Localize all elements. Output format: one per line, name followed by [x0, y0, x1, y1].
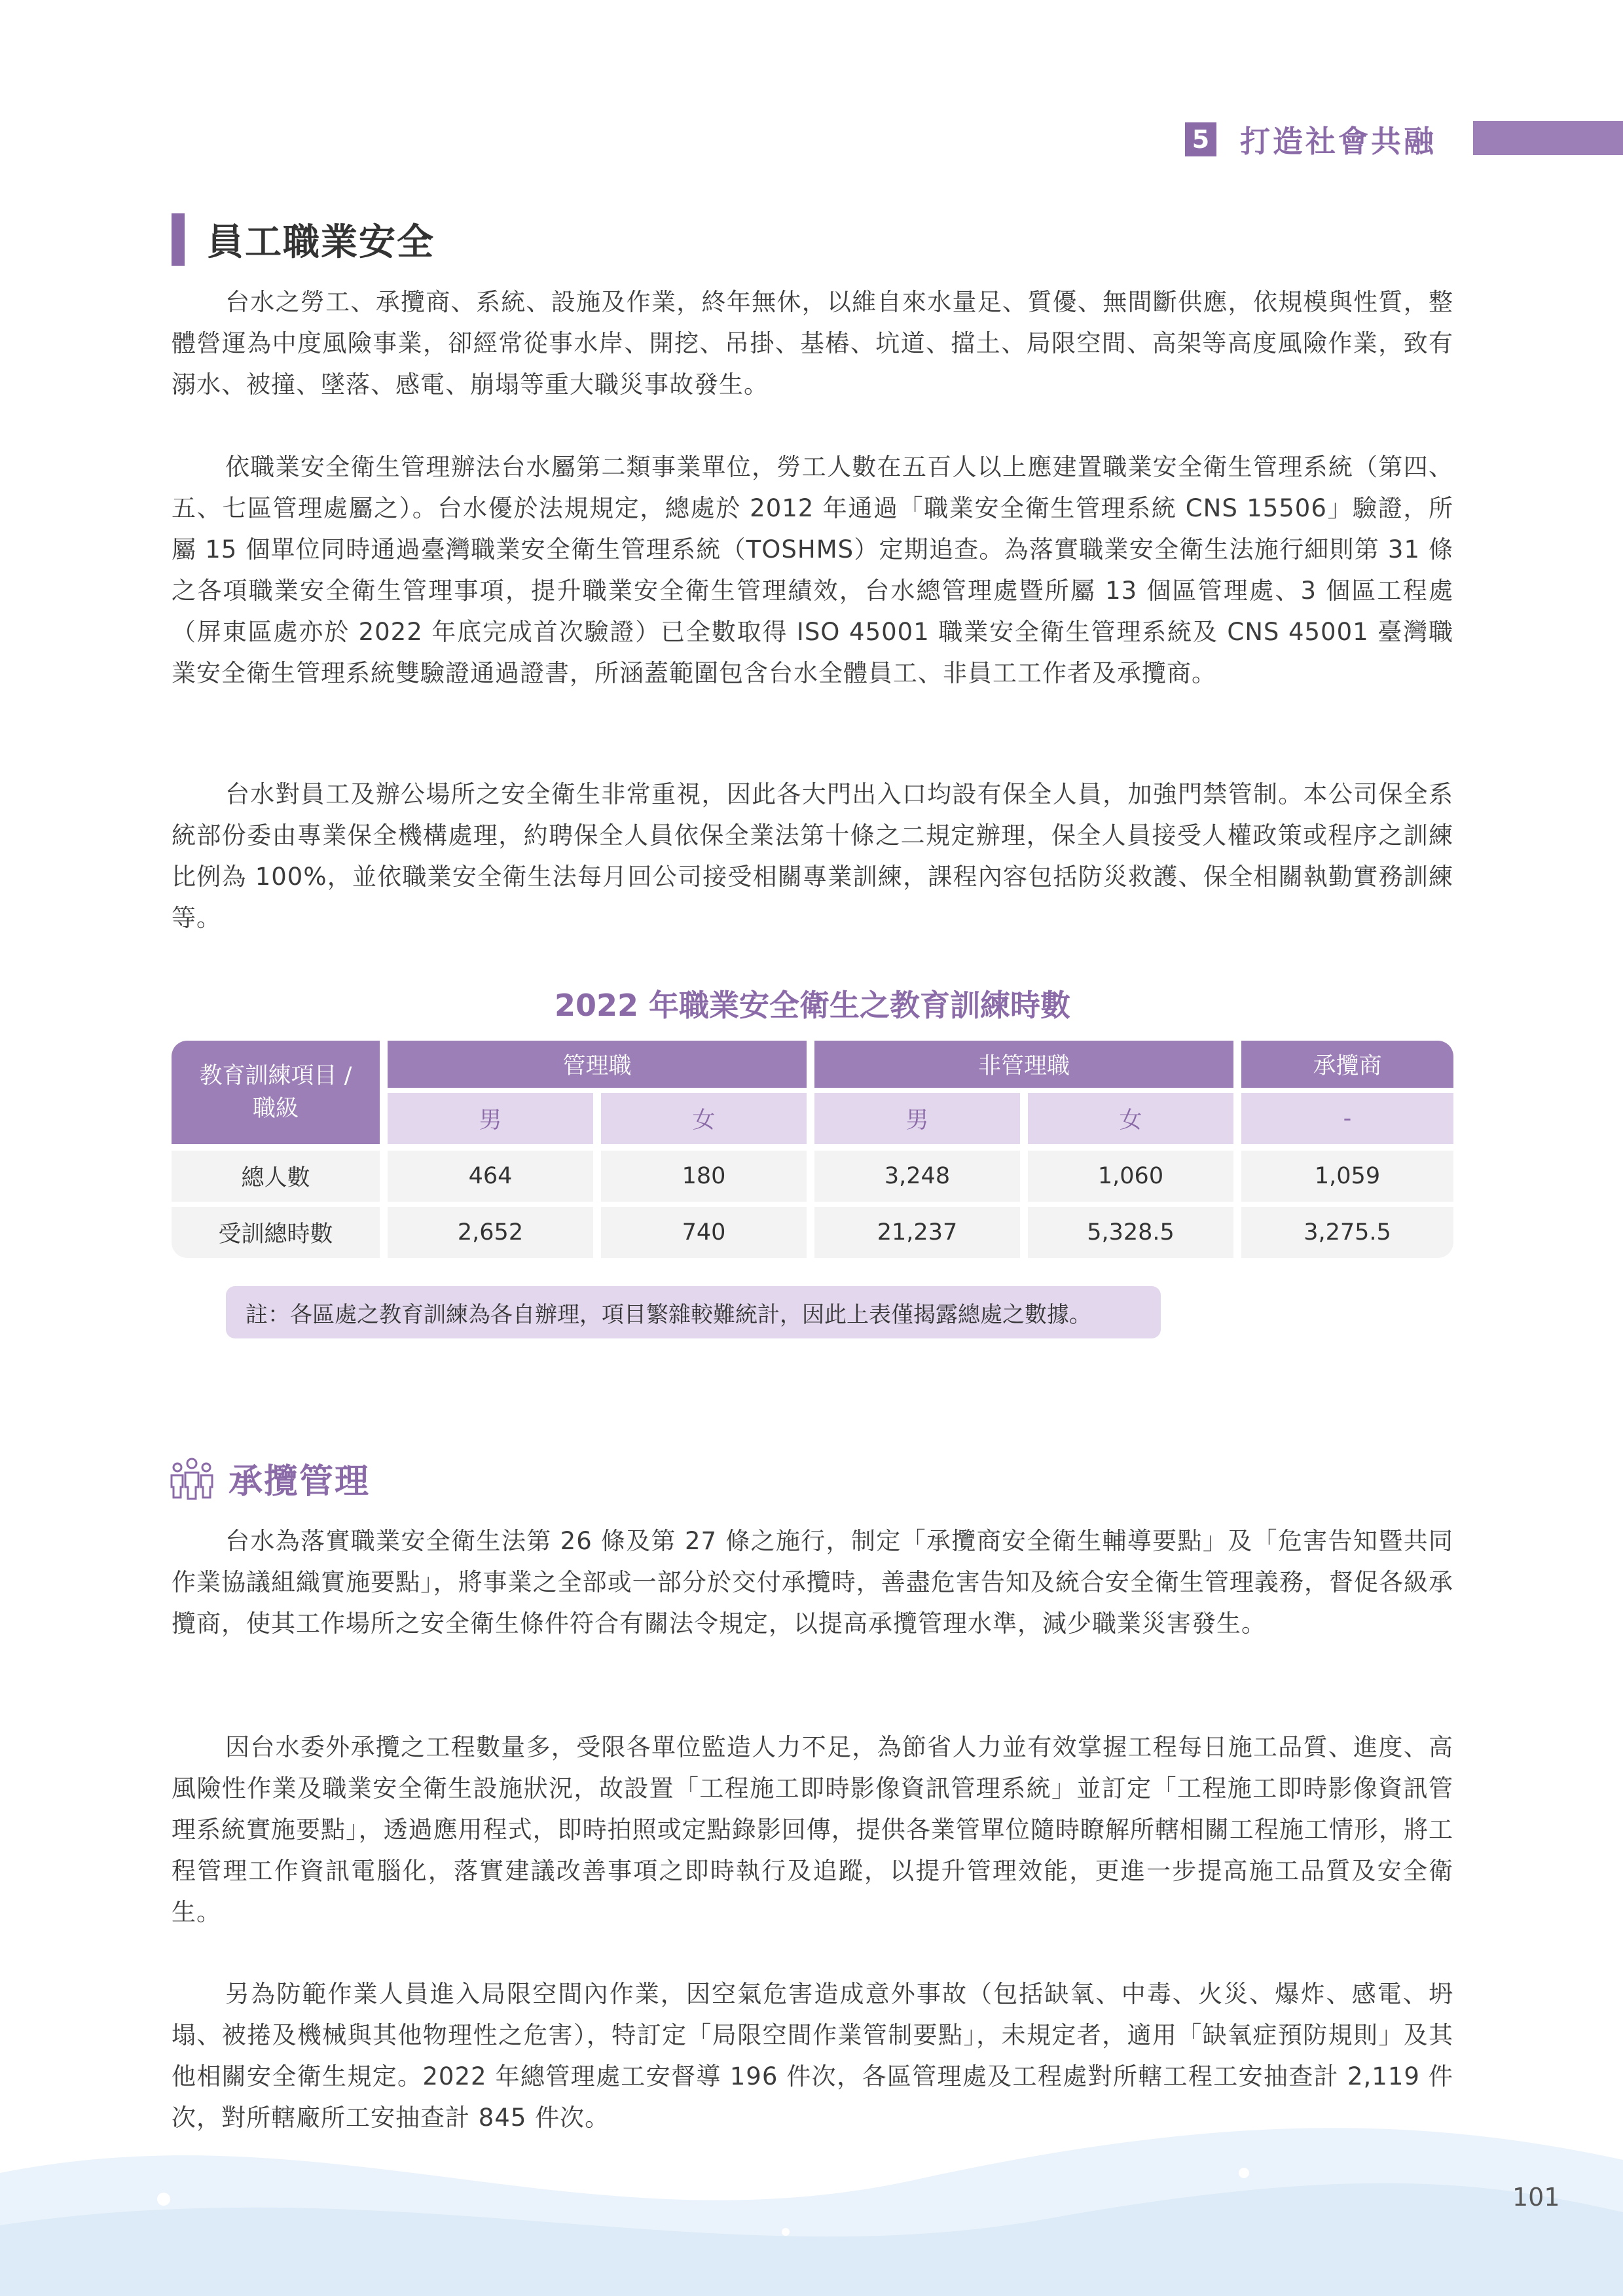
paragraph-2: 依職業安全衛生管理辦法台水屬第二類事業單位，勞工人數在五百人以上應建置職業安全衛生管理系統（第四、五、七區管理處屬之）。台水優於法規規定，總處於 2012 年通過「職業安全衛生管理系統 CNS 15506」驗證，所屬 15 個單位同時通過臺灣職業安全衛生管理系統（TOSHMS）定期追查。為落實職業安全衛生法施行細則第 31 條之各項職業安全衛生管理事項，提升職業安全衛生管理績效，台水總管理處暨所屬 13 個區管理處、3 個區工程處（屏東區處亦於 2022 年底完成首次驗證）已全數取得 ISO 45001 職業安全衛生管理系統及 CNS 45001 臺灣職業安全衛生管理系統雙驗證通過證書，所涵蓋範圍包含台水全體員工、非員工工作者及承攬商。 [172, 453, 1453, 687]
chapter-bar [1473, 121, 1623, 155]
paragraph-4: 台水為落實職業安全衛生法第 26 條及第 27 條之施行，制定「承攬商安全衛生輔導要點」及「危害告知暨共同作業協議組織實施要點」，將事業之全部或一部分於交付承攬時，善盡危害告知及統合安全衛生管理義務，督促各級承攬商，使其工作場所之安全衛生條件符合有關法令規定，以提高承攬管理水準，減少職業災害發生。 [172, 1527, 1453, 1638]
table-cell: 1,059 [1241, 1151, 1453, 1202]
decorative-wave [0, 2081, 1623, 2296]
paragraph-6: 另為防範作業人員進入局限空間內作業，因空氣危害造成意外事故（包括缺氧、中毒、火災、爆炸、感電、坍塌、被捲及機械與其他物理性之危害），特訂定「局限空間作業管制要點」，未規定者，適用「缺氧症預防規則」及其他相關安全衛生規定。2022 年總管理處工安督導 196 件次，各區管理處及工程處對所轄工程工安抽查計 2,119 件次，對所轄廠所工安抽查計 845 件次。 [172, 1980, 1453, 2132]
table-row-label: 總人數 [172, 1151, 380, 1202]
table-cell: 21,237 [814, 1207, 1020, 1258]
page-number: 101 [1512, 2183, 1560, 2212]
paragraph-3: 台水對員工及辦公場所之安全衛生非常重視，因此各大門出入口均設有保全人員，加強門禁管制。本公司保全系統部份委由專業保全機構處理，約聘保全人員依保全業法第十條之二規定辦理，保全人員接受人權政策或程序之訓練比例為 100%，並依職業安全衛生法每月回公司接受相關專業訓練，課程內容包括防災救護、保全相關執勤實務訓練等。 [172, 780, 1453, 932]
table-subheader: 女 [601, 1093, 807, 1144]
table-subheader: 女 [1028, 1093, 1233, 1144]
table-group-header: 承攬商 [1241, 1041, 1453, 1088]
table-group-header: 管理職 [388, 1041, 807, 1088]
table-cell: 464 [388, 1151, 593, 1202]
chapter-title: 打造社會共融 [1240, 124, 1436, 159]
people-group-icon [167, 1453, 217, 1503]
table-row-label: 受訓總時數 [172, 1207, 380, 1258]
chapter-header [1185, 121, 1436, 158]
table-subheader: 男 [814, 1093, 1020, 1144]
table-cell: 3,248 [814, 1151, 1020, 1202]
table-cell: 740 [601, 1207, 807, 1258]
table-corner-label: 教育訓練項目 / 職級 [172, 1041, 380, 1144]
table-cell: 3,275.5 [1241, 1207, 1453, 1258]
section-accent-bar [172, 213, 185, 266]
table-cell: 2,652 [388, 1207, 593, 1258]
subsection-title: 承攬管理 [228, 1462, 371, 1501]
table-cell: 5,328.5 [1028, 1207, 1233, 1258]
table-subheader: 男 [388, 1093, 593, 1144]
section-heading [172, 213, 435, 266]
table-subheader: - [1241, 1093, 1453, 1144]
chapter-number: 5 [1185, 122, 1216, 156]
subsection-heading [167, 1452, 370, 1504]
table-cell: 180 [601, 1151, 807, 1202]
section-title: 員工職業安全 [207, 221, 435, 264]
table-note: 註：各區處之教育訓練為各自辦理，項目繁雜較難統計，因此上表僅揭露總處之數據。 [226, 1286, 1161, 1338]
table-group-header: 非管理職 [814, 1041, 1233, 1088]
paragraph-1: 台水之勞工、承攬商、系統、設施及作業，終年無休，以維自來水量足、質優、無間斷供應，依規模與性質，整體營運為中度風險事業，卻經常從事水岸、開挖、吊掛、基樁、坑道、擋土、局限空間、高架等高度風險作業，致有溺水、被撞、墜落、感電、崩塌等重大職災事故發生。 [172, 288, 1453, 399]
paragraph-5: 因台水委外承攬之工程數量多，受限各單位監造人力不足，為節省人力並有效掌握工程每日施工品質、進度、高風險性作業及職業安全衛生設施狀況，故設置「工程施工即時影像資訊管理系統」並訂定「工程施工即時影像資訊管理系統實施要點」，透過應用程式，即時拍照或定點錄影回傳，提供各業管單位隨時瞭解所轄相關工程施工情形，將工程管理工作資訊電腦化，落實建議改善事項之即時執行及追蹤，以提升管理效能，更進一步提高施工品質及安全衛生。 [172, 1733, 1453, 1926]
table-title: 2022 年職業安全衛生之教育訓練時數 [554, 988, 1071, 1023]
table-cell: 1,060 [1028, 1151, 1233, 1202]
